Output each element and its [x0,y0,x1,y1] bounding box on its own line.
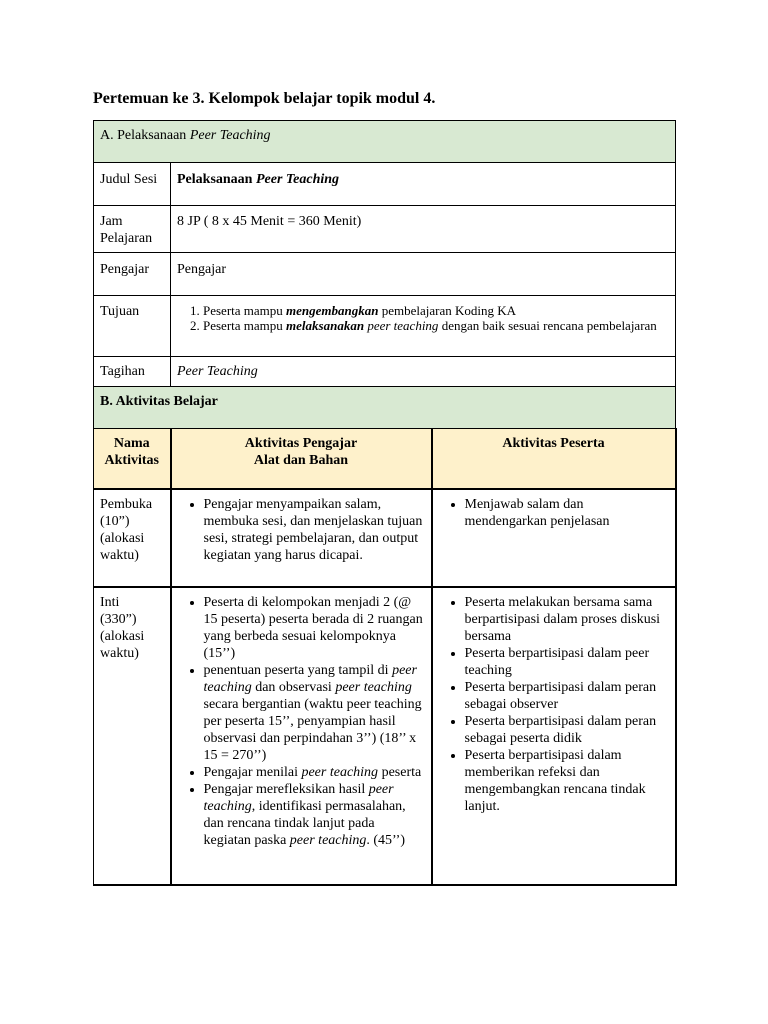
pembuka-name-line4: waktu) [100,547,139,563]
tujuan-item-2 [203,318,669,333]
inti-name [94,587,171,885]
inti-name-line1: Inti [100,594,120,610]
inti-3c: peserta [378,764,422,780]
pembuka-pengajar [171,489,432,587]
jam-value: 8 JP ( 8 x 45 Menit = 360 Menit) [171,206,676,253]
judul-value-prefix: Pelaksanaan [177,172,256,187]
inti-name-line3: (alokasi [100,628,145,644]
activity-table [93,428,677,886]
header-nama-aktivitas [94,429,171,489]
tujuan-2-post: dengan baik sesuai rencana pembelajaran [438,318,657,333]
inti-4d: peer teaching [289,832,367,848]
inti-2d: peer teaching [335,679,412,695]
tujuan-1-post: pembelajaran Koding KA [378,303,517,318]
inti-pengajar-item-2 [204,662,425,764]
inti-peserta-item-1: • Peserta melakukan bersama sama berpartisipasi dalam proses diskusi bersama [465,594,669,645]
tagihan-value: Peer Teaching [171,357,676,387]
tujuan-2-mid: peer teaching [364,318,439,333]
pengajar-label: Pengajar [94,253,171,296]
section-a-emph: Peer Teaching [189,128,271,143]
jam-label-line1: Jam [100,214,123,229]
tujuan-1-bold: mengembangkan [286,303,379,318]
section-b-header: B. Aktivitas Belajar [94,387,676,429]
inti-2a: penentuan peserta yang tampil di [203,662,393,678]
section-a-prefix: A. Pelaksanaan [100,128,190,143]
tujuan-label: Tujuan [94,296,171,357]
jam-label-line2: Pelajaran [100,231,153,246]
tujuan-1-pre: Peserta mampu [203,303,287,318]
tujuan-2-pre: Peserta mampu [203,318,287,333]
pembuka-peserta [432,489,676,587]
pembuka-peserta-list [439,496,669,530]
section-a-header [94,121,676,163]
header-col1-line2: Aktivitas [104,453,159,468]
pembuka-peserta-item: • Menjawab salam dan mendengarkan penjelasan [465,496,669,530]
pembuka-name [94,489,171,587]
pembuka-pengajar-item: • Pengajar menyampaikan salam, membuka sesi, dan menjelaskan tujuan sesi, strategi pembelajaran, dan output kegiatan yang harus dicapai. [204,496,425,564]
inti-name-line2: (330”) [100,611,137,627]
inti-3b: peer teaching [301,764,379,780]
tujuan-2-bold: melaksanakan [286,318,365,333]
inti-2c: dan observasi [251,679,336,695]
header-col2-line1: Aktivitas Pengajar [244,436,358,451]
header-aktivitas-peserta: Aktivitas Peserta [432,429,676,489]
inti-4b: peer teaching [203,781,394,814]
tujuan-list [177,303,669,333]
inti-2e: secara bergantian (waktu peer teaching per peserta 15’’, penyampian hasil observasi dan perpindahan 3’’) (18’’ x 15 = 270’’) [203,696,422,763]
judul-label: Judul Sesi [94,163,171,206]
tujuan-value [171,296,676,357]
inti-3a: Pengajar menilai [203,764,302,780]
pembuka-name-line2: (10”) [100,513,130,529]
inti-name-line4: waktu) [100,645,139,661]
pengajar-value: Pengajar [171,253,676,296]
inti-peserta-item-3: • Peserta berpartisipasi dalam peran sebagai observer [465,679,669,713]
tujuan-item-1 [203,303,669,318]
inti-peserta-item-2: • Peserta berpartisipasi dalam peer teaching [465,645,669,679]
judul-value [171,163,676,206]
inti-peserta-list [439,594,669,815]
pembuka-name-line1: Pembuka [100,496,153,512]
judul-value-emph: Peer Teaching [255,172,340,187]
pembuka-name-line3: (alokasi [100,530,145,546]
inti-pengajar-item-4 [204,781,425,849]
inti-pengajar-item-3 [204,764,425,781]
header-col1-line1: Nama [113,436,150,451]
page-title: Pertemuan ke 3. Kelompok belajar topik modul 4. [93,90,436,107]
inti-4a: Pengajar merefleksikan hasil [203,781,369,797]
tagihan-label: Tagihan [94,357,171,387]
inti-2b: peer teaching [203,662,417,695]
pembuka-pengajar-list [178,496,425,564]
inti-pengajar-item-1: • Peserta di kelompokan menjadi 2 (@ 15 peserta) peserta berada di 2 ruangan yang berbeda sesuai kelompoknya (15’’) [204,594,425,662]
header-aktivitas-pengajar [171,429,432,489]
inti-pengajar [171,587,432,885]
inti-pengajar-list [178,594,425,849]
inti-peserta [432,587,676,885]
inti-4e: . (45’’) [366,832,405,848]
inti-4c: , identifikasi permasalahan, dan rencana tindak lanjut pada kegiatan paska [203,798,406,848]
header-col2-line2: Alat dan Bahan [253,453,349,468]
inti-peserta-item-5: • Peserta berpartisipasi dalam memberikan refeksi dan mengembangkan rencana tindak lanjut. [465,747,669,815]
session-info-table [93,120,676,429]
jam-label [94,206,171,253]
inti-peserta-item-4: • Peserta berpartisipasi dalam peran sebagai peserta didik [465,713,669,747]
